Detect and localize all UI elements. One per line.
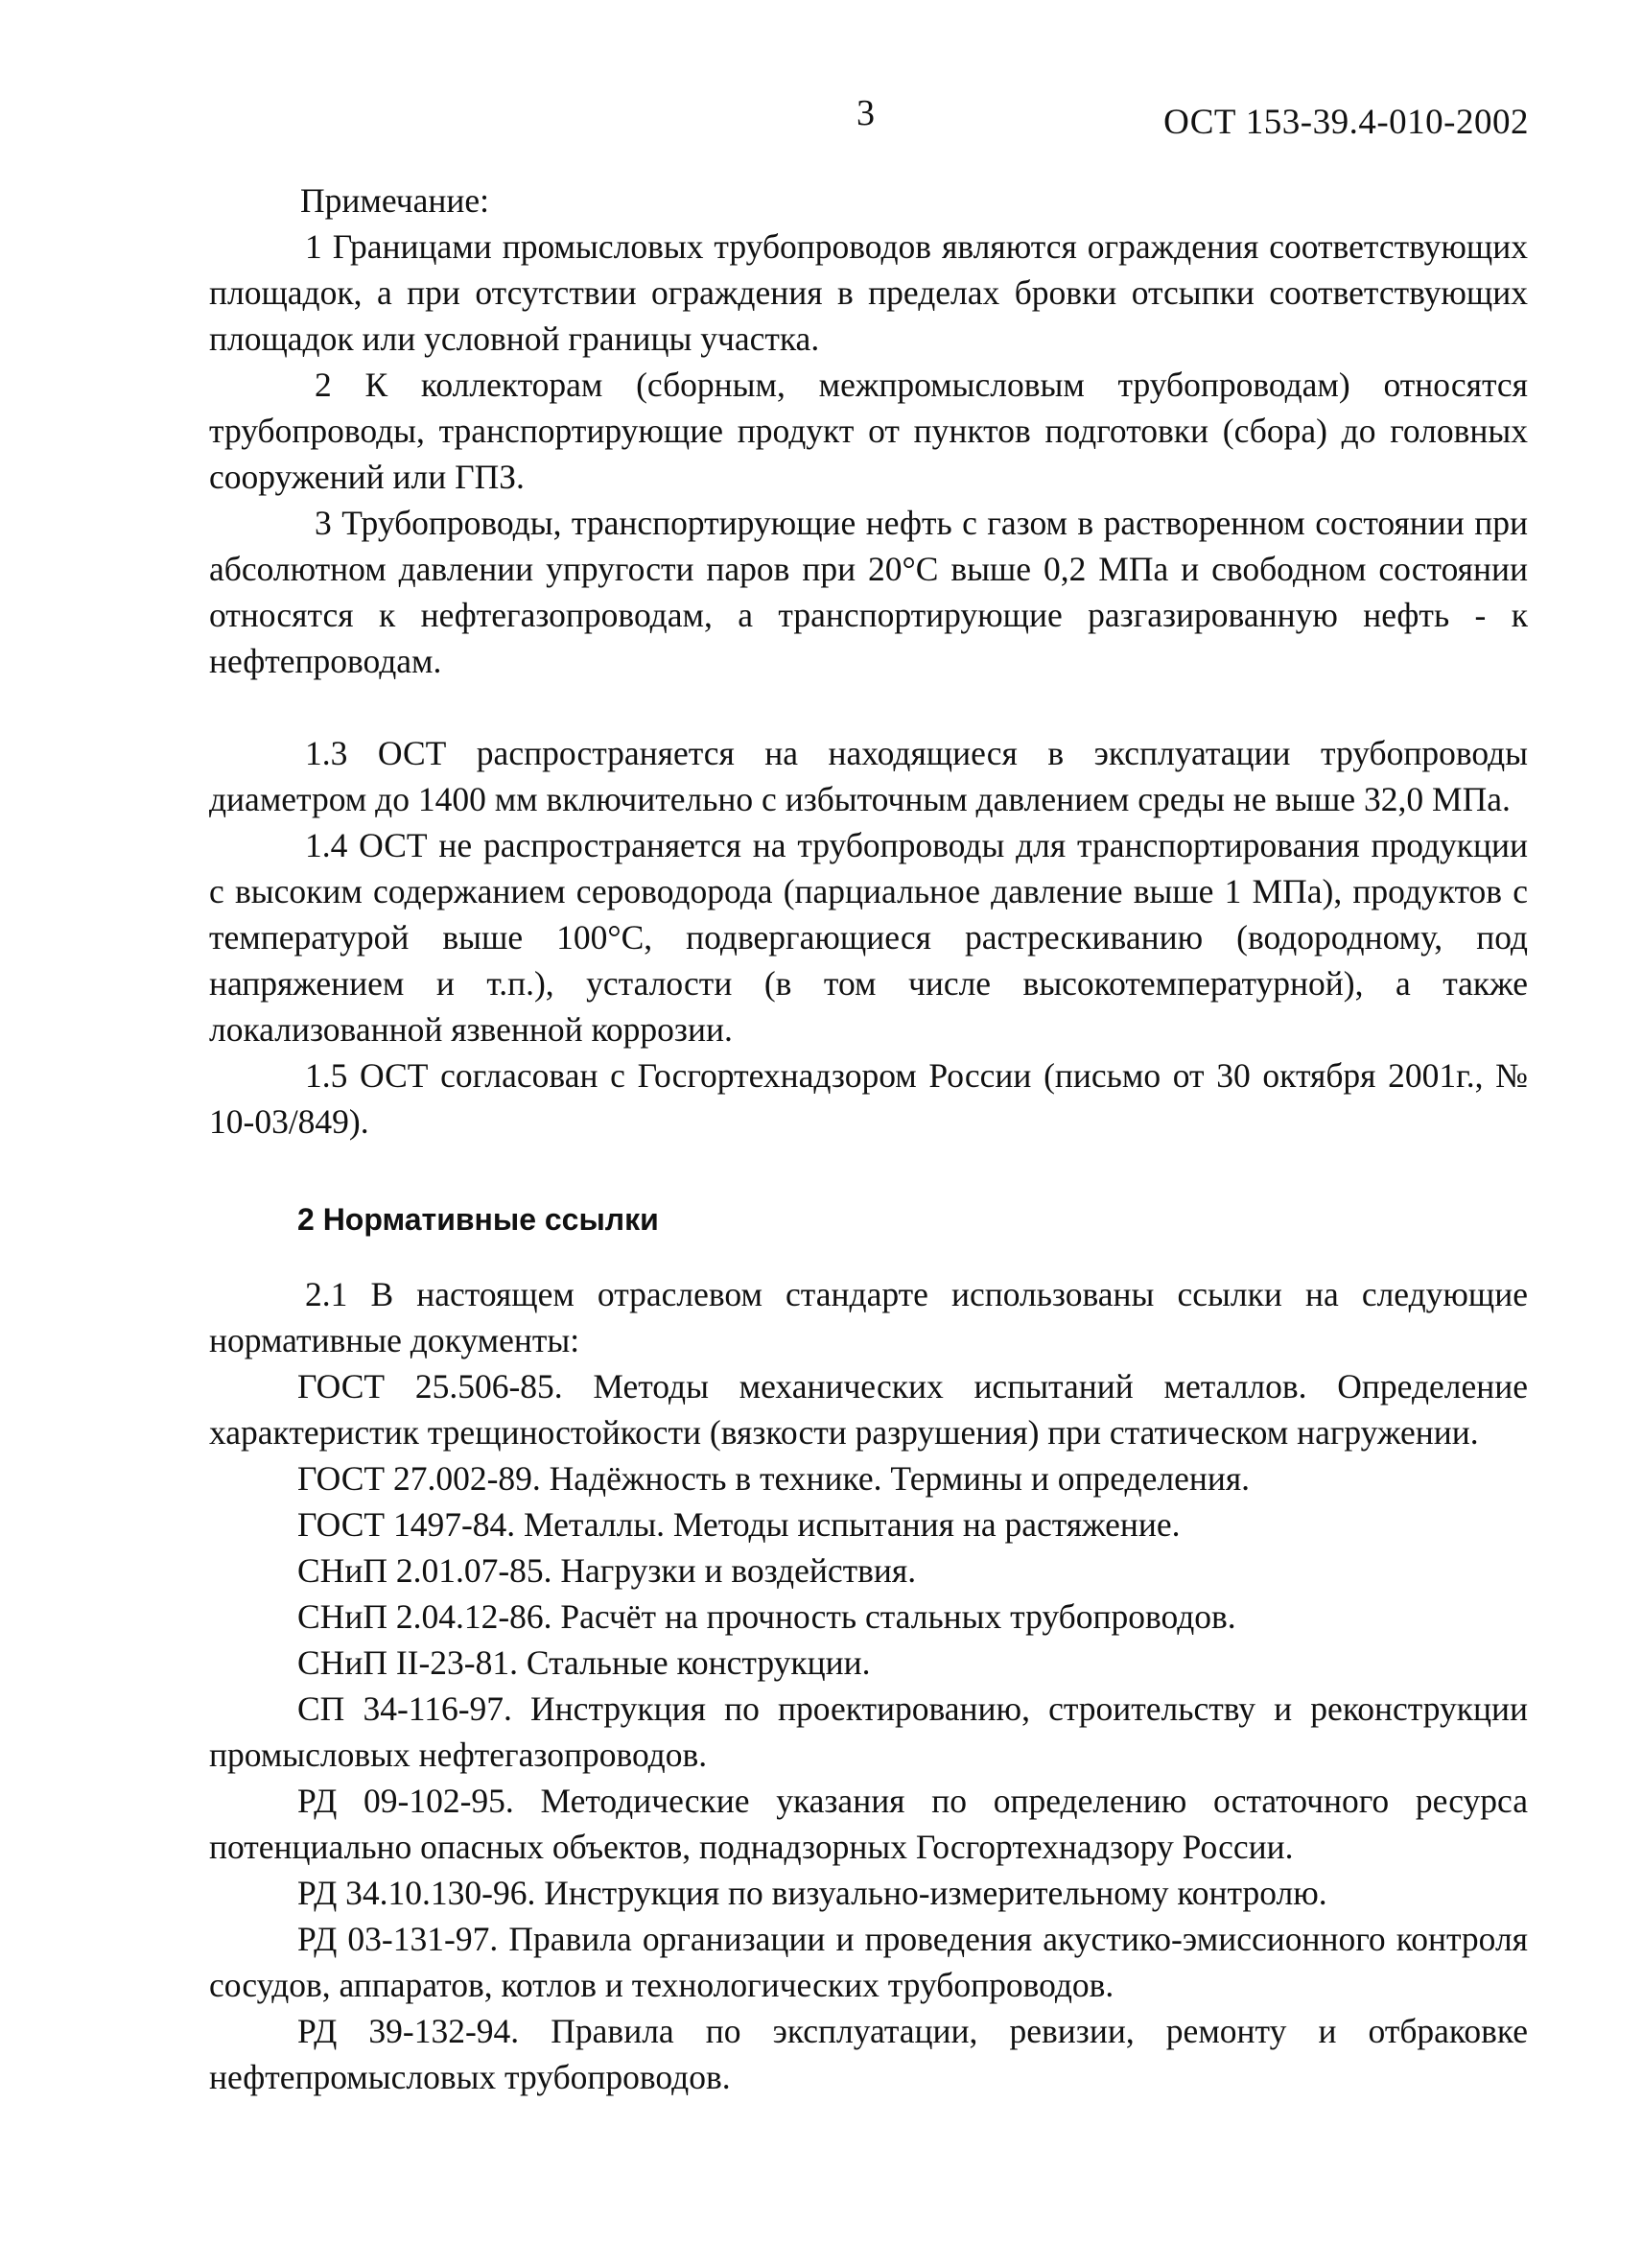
reference-item: РД 39-132-94. Правила по эксплуатации, ревизии, ремонту и отбраковке нефтепромысловых трубопроводов. xyxy=(209,2012,1528,2096)
page-number: 3 xyxy=(856,93,875,133)
reference-item: ГОСТ 1497-84. Металлы. Методы испытания на растяжение. xyxy=(297,1505,1181,1544)
page-body xyxy=(209,177,1528,2100)
reference-item: СП 34-116-97. Инструкция по проектированию, строительству и реконструкции промысловых нефтегазопроводов. xyxy=(209,1689,1528,1774)
reference-item: ГОСТ 25.506-85. Методы механических испытаний металлов. Определение характеристик трещиностойкости (вязкости разрушения) при статическом нагружении. xyxy=(209,1367,1528,1452)
reference-item: РД 03-131-97. Правила организации и проведения акустико-эмиссионного контроля сосудов, аппаратов, котлов и технологических трубопроводов. xyxy=(209,1920,1528,2004)
note-item-2: 2 К коллекторам (сборным, межпромысловым трубопроводам) относятся трубопроводы, транспортирующие продукт от пунктов подготовки (сбора) до головных сооружений или ГПЗ. xyxy=(209,366,1528,496)
note-title: Примечание: xyxy=(300,181,489,220)
section-heading: 2 Нормативные ссылки xyxy=(297,1202,659,1237)
note-item-3: 3 Трубопроводы, транспортирующие нефть с газом в растворенном состоянии при абсолютном давлении упругости паров при 20°С выше 0,2 МПа и свободном состоянии относятся к нефтегазопроводам, а транспортирующие разгазированную нефть - к нефтепроводам. xyxy=(209,504,1528,680)
reference-item: РД 09-102-95. Методические указания по определению остаточного ресурса потенциально опасных объектов, поднадзорных Госгортехнадзору России. xyxy=(209,1782,1528,1866)
clause-1-3: 1.3 ОСТ распространяется на находящиеся в эксплуатации трубопроводы диаметром до 1400 мм включительно с избыточным давлением среды не выше 32,0 МПа. xyxy=(209,734,1528,818)
clause-1-5: 1.5 ОСТ согласован с Госгортехнадзором России (письмо от 30 октября 2001г., № 10-03/849). xyxy=(209,1056,1528,1141)
reference-item: ГОСТ 27.002-89. Надёжность в технике. Термины и определения. xyxy=(297,1459,1251,1498)
note-item-1: 1 Границами промысловых трубопроводов являются ограждения соответствующих площадок, а при отсутствии ограждения в пределах бровки отсыпки соответствующих площадок или условной границы участка. xyxy=(209,227,1528,358)
reference-item: СНиП 2.01.07-85. Нагрузки и воздействия. xyxy=(297,1551,917,1590)
clause-2-1: 2.1 В настоящем отраслевом стандарте использованы ссылки на следующие нормативные документы: xyxy=(209,1275,1528,1359)
reference-item: РД 34.10.130-96. Инструкция по визуально-измерительному контролю. xyxy=(297,1874,1327,1912)
document-code: ОСТ 153-39.4-010-2002 xyxy=(1163,103,1529,142)
reference-item: СНиП 2.04.12-86. Расчёт на прочность стальных трубопроводов. xyxy=(297,1597,1236,1636)
clause-1-4: 1.4 ОСТ не распространяется на трубопроводы для транспортирования продукции с высоким содержанием сероводорода (парциальное давление выше 1 МПа), продуктов с температурой выше 100°С, подвергающиеся растрескиванию (водородному, под напряжением и т.п.), усталости (в том числе высокотемпературной), а также локализованной язвенной коррозии. xyxy=(209,826,1528,1049)
page-header xyxy=(0,92,1642,150)
reference-item: СНиП II-23-81. Стальные конструкции. xyxy=(297,1643,871,1682)
